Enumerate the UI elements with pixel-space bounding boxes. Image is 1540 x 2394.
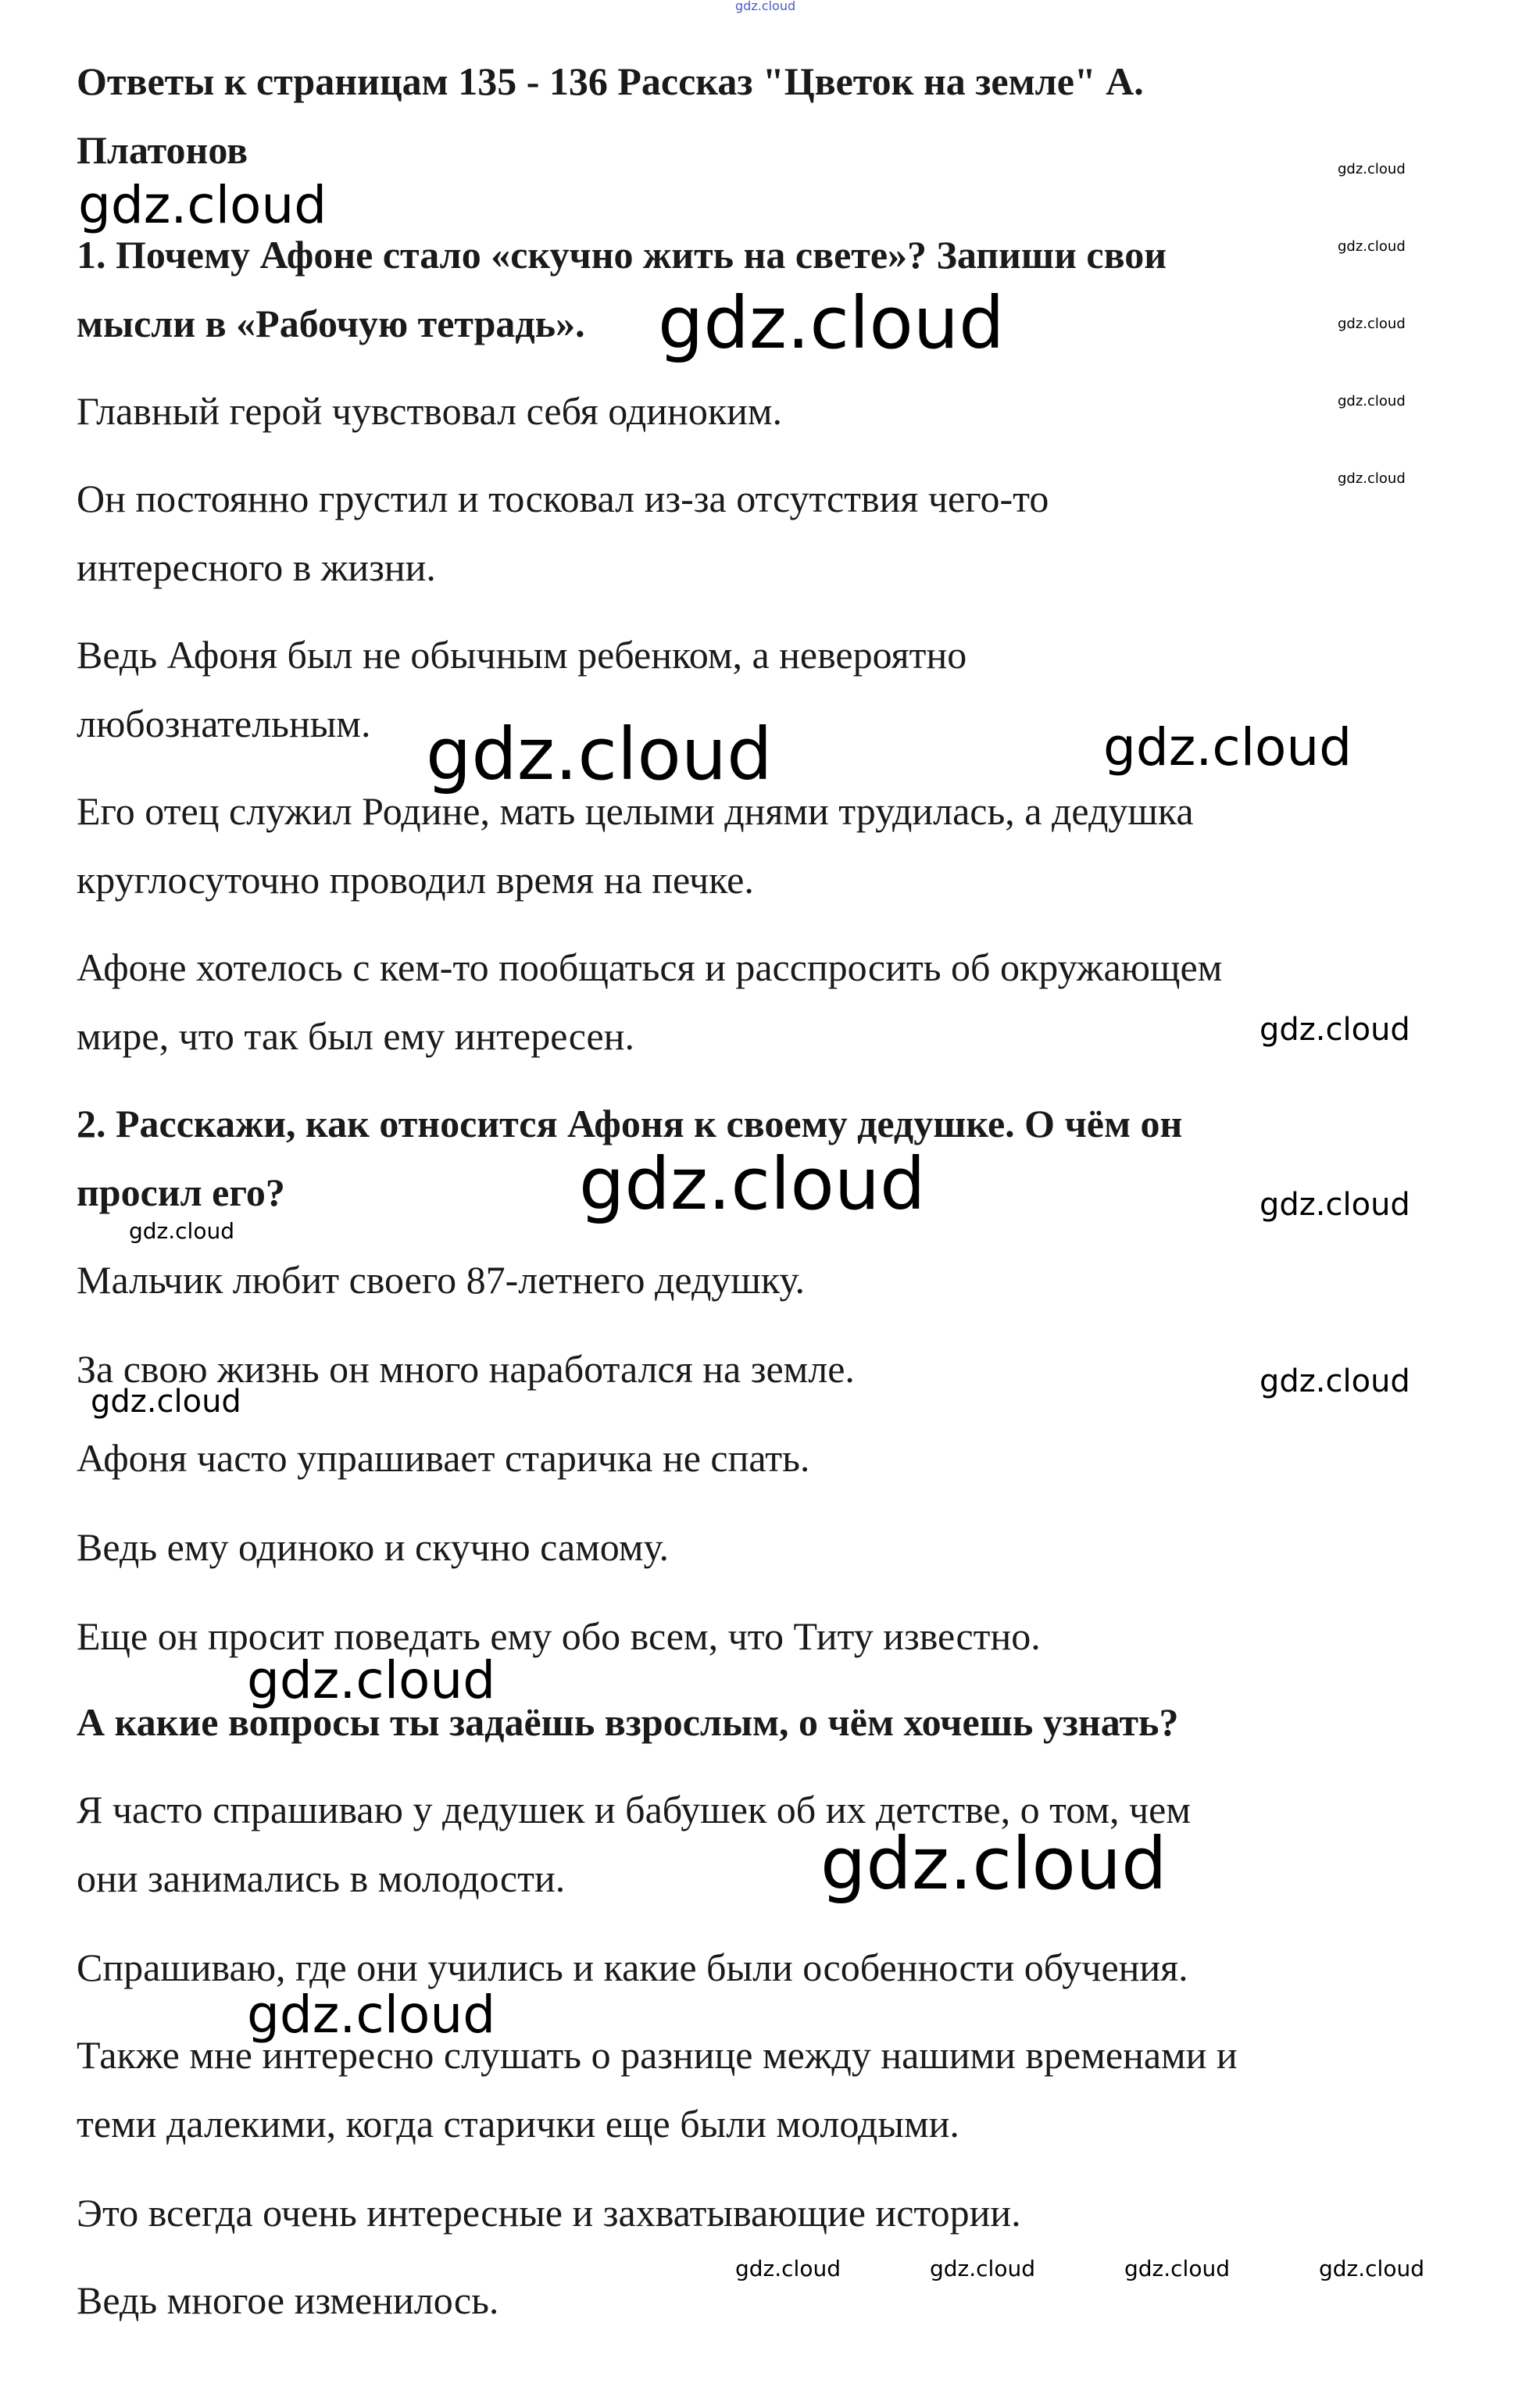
watermark-q2-small: gdz.cloud [129,1218,234,1244]
answer-2-4: Ведь ему одиноко и скучно самому. [77,1525,669,1569]
question-1-line-2: мысли в «Рабочую тетрадь». [77,302,585,345]
watermark-a2-left: gdz.cloud [91,1384,241,1420]
answer-3-2: Спрашиваю, где они учились и какие были особенности обучения. [77,1946,1188,1989]
watermark-right-5: gdz.cloud [1338,470,1406,487]
answer-1-4-line-1: Его отец служил Родине, мать целыми днями трудилась, а дедушка [77,789,1194,833]
answer-2-3: Афоня часто упрашивает старичка не спать. [77,1436,810,1480]
answer-1-5-line-2: мире, что так был ему интересен. [77,1014,634,1058]
question-2-line-1: 2. Расскажи, как относится Афоня к своему дедушке. О чём он [77,1102,1183,1145]
answer-1-1: Главный герой чувствовал себя одиноким. [77,389,783,433]
answer-3-3-line-2: теми далекими, когда старички еще были молодыми. [77,2102,959,2146]
answer-1-2-line-2: интересного в жизни. [77,545,436,589]
watermark-title: gdz.cloud [78,175,327,235]
answer-3-3-line-1: Также мне интересно слушать о разнице между нашими временами и [77,2033,1238,2077]
page-title-line-1: Ответы к страницам 135 - 136 Рассказ "Цветок на земле" А. [77,59,1144,103]
watermark-q1: gdz.cloud [658,281,1005,365]
question-3-line-1: А какие вопросы ты задаёшь взрослым, о чём хочешь узнать? [77,1700,1179,1744]
watermark-top: gdz.cloud [735,0,796,13]
answer-1-3-line-2: любознательным. [77,702,371,745]
answer-3-4: Это всегда очень интересные и захватывающие истории. [77,2191,1021,2235]
question-2-line-2: просил его? [77,1170,285,1214]
watermark-right-4: gdz.cloud [1338,393,1406,409]
watermark-a3-2: gdz.cloud [247,1985,496,2045]
watermark-bottom-1: gdz.cloud [735,2256,841,2281]
watermark-mid-3: gdz.cloud [1260,1012,1410,1048]
answer-2-1: Мальчик любит своего 87-летнего дедушку. [77,1258,805,1302]
answer-2-2: За свою жизнь он много наработался на земле. [77,1347,855,1391]
answer-2-5: Еще он просит поведать ему обо всем, что Титу известно. [77,1614,1041,1658]
watermark-mid-1: gdz.cloud [426,713,773,796]
answer-3-5: Ведь многое изменилось. [77,2278,499,2322]
watermark-bottom-2: gdz.cloud [930,2256,1035,2281]
answer-1-4-line-2: круглосуточно проводил время на печке. [77,858,754,902]
watermark-q2: gdz.cloud [579,1142,926,1226]
watermark-mid-2: gdz.cloud [1103,717,1352,777]
watermark-a2-right: gdz.cloud [1260,1363,1410,1399]
watermark-a3-1: gdz.cloud [820,1822,1167,1906]
answer-3-1-line-2: они занимались в молодости. [77,1856,566,1900]
answer-1-3-line-1: Ведь Афоня был не обычным ребенком, а невероятно [77,633,967,677]
watermark-bottom-4: gdz.cloud [1319,2256,1424,2281]
answer-1-2-line-1: Он постоянно грустил и тосковал из-за отсутствия чего-то [77,477,1049,520]
watermark-right-3: gdz.cloud [1338,316,1406,332]
question-1-line-1: 1. Почему Афоне стало «скучно жить на свете»? Запиши свои [77,233,1167,277]
watermark-bottom-3: gdz.cloud [1124,2256,1230,2281]
answer-3-1-line-1: Я часто спрашиваю у дедушек и бабушек об их детстве, о том, чем [77,1788,1191,1831]
watermark-right-2: gdz.cloud [1338,238,1406,255]
page-title-line-2: Платонов [77,128,248,172]
answer-1-5-line-1: Афоне хотелось с кем-то пообщаться и расспросить об окружающем [77,945,1223,989]
watermark-q2-right: gdz.cloud [1260,1187,1410,1223]
watermark-right-1: gdz.cloud [1338,161,1406,177]
watermark-q3: gdz.cloud [247,1650,496,1710]
